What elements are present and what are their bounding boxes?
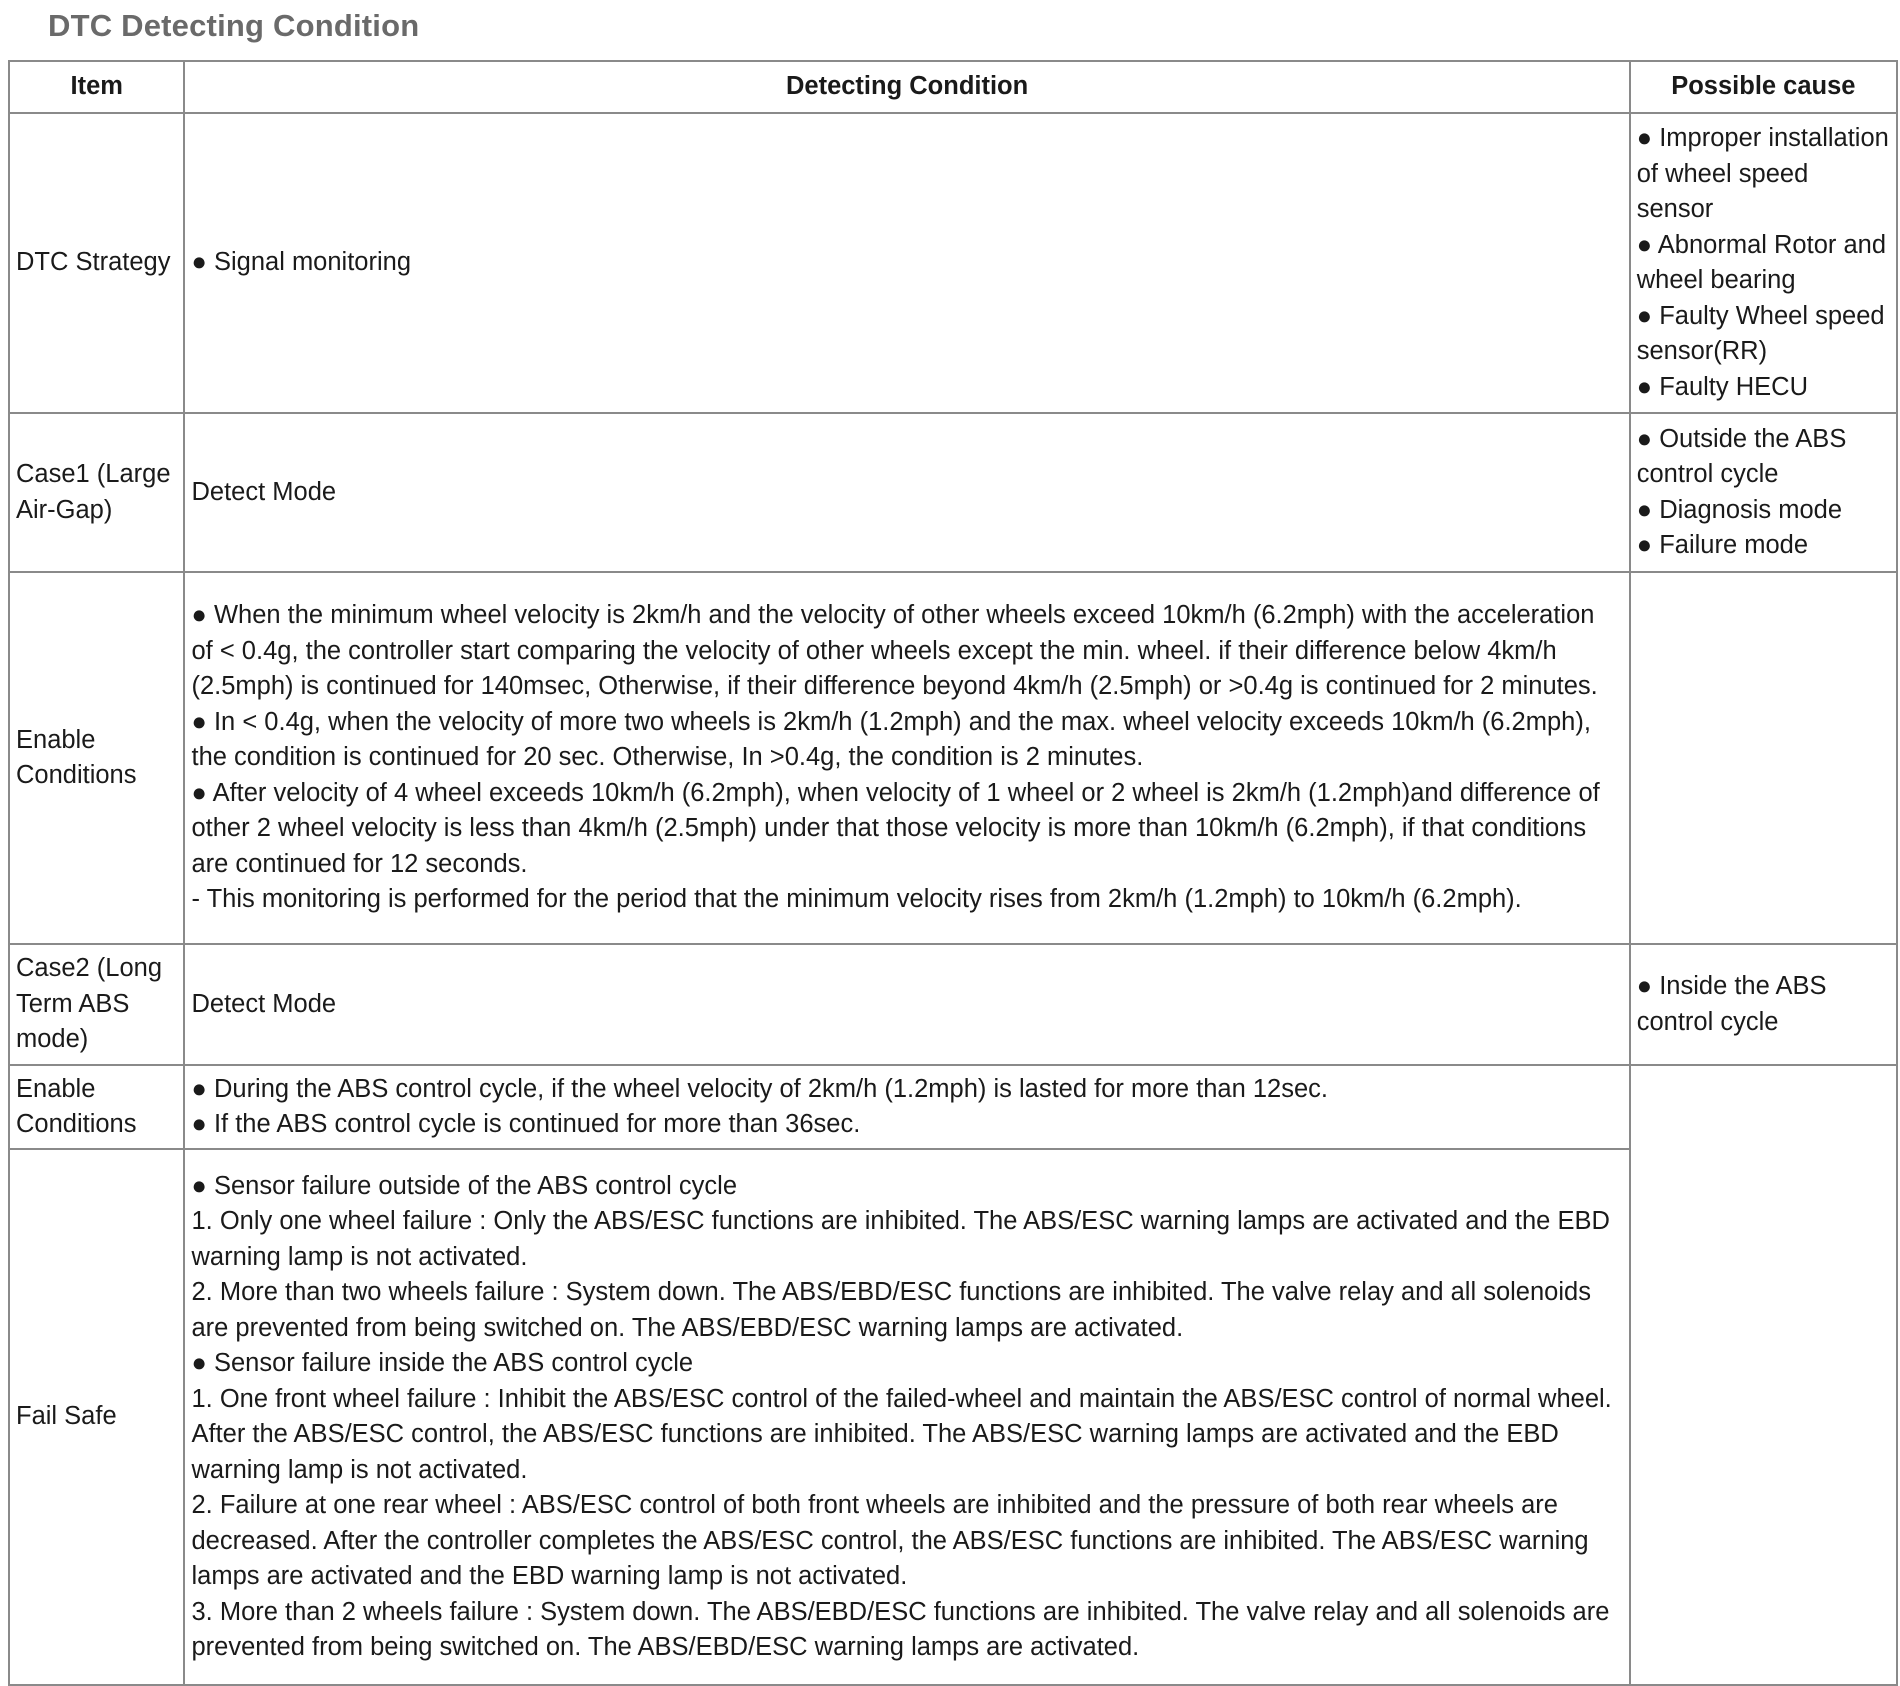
condition-line: Detect Mode: [191, 477, 337, 506]
table-row: [9, 944, 1897, 1065]
item-cell: [9, 113, 184, 413]
condition-line: ● When the minimum wheel velocity is 2km/h and the velocity of other wheels exceed 10km/h (6.2mph) with the acceleration of < 0.4g, the controller start comparing the velocity of other wheels except the min. wheel. if their difference below 4km/h (2.5mph) is continued for 140msec, Otherwise, if their difference beyond 4km/h (2.5mph) or >0.4g is continued for 2 minutes.: [191, 601, 1598, 701]
cause-cell-empty: [1630, 572, 1897, 944]
table-row: [9, 113, 1897, 413]
cause-cell-empty: [1630, 1065, 1897, 1685]
cause-line: ● Failure mode: [1636, 531, 1809, 559]
table-row: [9, 1149, 1897, 1685]
condition-cell: [184, 413, 1629, 572]
condition-line: ● In < 0.4g, when the velocity of more two wheels is 2km/h (1.2mph) and the max. wheel velocity exceeds 10km/h (6.2mph), the condition is continued for 20 sec. Otherwise, In >0.4g, the condition is 2 minutes.: [191, 707, 1591, 772]
cause-cell: [1630, 944, 1897, 1065]
cause-line: ● Improper installation of wheel speed sensor: [1636, 124, 1889, 223]
condition-cell: [184, 1065, 1629, 1149]
condition-line: 2. Failure at one rear wheel : ABS/ESC control of both front wheels are inhibited and the pressure of both rear wheels are decreased. After the controller completes the ABS/ESC control, the ABS/ESC functions are inhibited. The ABS/ESC warning lamps are activated and the EBD warning lamp is not activated.: [191, 1491, 1589, 1590]
table-row: [9, 572, 1897, 944]
condition-cell: [184, 572, 1629, 944]
item-cell: [9, 1065, 184, 1149]
condition-line: 3. More than 2 wheels failure : System down. The ABS/EBD/ESC functions are inhibited. The valve relay and all solenoids are prevented from being switched on. The ABS/EBD/ESC warning lamps are activated.: [191, 1597, 1610, 1661]
dtc-table: [8, 60, 1898, 1686]
condition-line: 1. Only one wheel failure : Only the ABS/ESC functions are inhibited. The ABS/ESC warning lamps are activated and the EBD warning lamp is not activated.: [191, 1207, 1610, 1271]
cause-cell: [1630, 113, 1897, 413]
item-text: Enable Conditions: [16, 725, 137, 789]
item-text: Fail Safe: [16, 1402, 117, 1431]
item-cell: [9, 1149, 184, 1685]
table-row: [9, 1065, 1897, 1149]
item-text: Case2 (Long Term ABS mode): [16, 954, 163, 1054]
item-text: DTC Strategy: [16, 248, 171, 277]
condition-line: ● During the ABS control cycle, if the wheel velocity of 2km/h (1.2mph) is lasted for more than 12sec.: [191, 1074, 1328, 1103]
condition-line: 2. More than two wheels failure : System down. The ABS/EBD/ESC functions are inhibited. The valve relay and all solenoids are prevented from being switched on. The ABS/EBD/ESC warning lamps are activated.: [191, 1278, 1591, 1342]
condition-line: Detect Mode: [191, 989, 337, 1018]
cause-cell: [1630, 413, 1897, 572]
condition-line: - This monitoring is performed for the period that the minimum velocity rises from 2km/h (1.2mph) to 10km/h (6.2mph).: [191, 885, 1522, 914]
cause-line: ● Faulty HECU: [1636, 372, 1808, 401]
condition-cell: [184, 944, 1629, 1065]
table-row: [9, 413, 1897, 572]
condition-cell: [184, 113, 1629, 413]
table-header-row: [9, 61, 1897, 113]
header-possible-cause: Possible cause: [1630, 61, 1897, 113]
condition-line: ● Sensor failure outside of the ABS control cycle: [191, 1171, 738, 1200]
condition-line: ● Signal monitoring: [191, 248, 411, 277]
cause-line: ● Outside the ABS control cycle: [1636, 424, 1847, 488]
cause-line: ● Abnormal Rotor and wheel bearing: [1636, 230, 1887, 294]
header-item: Item: [9, 61, 184, 113]
header-detecting-condition: Detecting Condition: [184, 61, 1629, 113]
page-title: DTC Detecting Condition: [48, 8, 420, 43]
item-text: Enable Conditions: [16, 1074, 137, 1138]
condition-line: ● After velocity of 4 wheel exceeds 10km/h (6.2mph), when velocity of 1 wheel or 2 wheel is 2km/h (1.2mph)and difference of other 2 wheel velocity is less than 4km/h (2.5mph) under that those velocity is more than 10km/h (6.2mph), if that conditions are continued for 12 seconds.: [191, 778, 1600, 878]
cause-line: ● Inside the ABS control cycle: [1636, 972, 1827, 1036]
condition-line: ● Sensor failure inside the ABS control cycle: [191, 1349, 694, 1377]
condition-line: 1. One front wheel failure : Inhibit the ABS/ESC control of the failed-wheel and maintain the ABS/ESC control of normal wheel. After the ABS/ESC control, the ABS/ESC functions are inhibited. The ABS/ESC warning lamps are activated and the EBD warning lamp is not activated.: [191, 1384, 1612, 1484]
condition-line: ● If the ABS control cycle is continued for more than 36sec.: [191, 1110, 861, 1138]
condition-cell: [184, 1149, 1629, 1685]
cause-line: ● Faulty Wheel speed sensor(RR): [1636, 301, 1885, 365]
item-cell: [9, 572, 184, 944]
item-cell: [9, 413, 184, 572]
item-text: Case1 (Large Air-Gap): [16, 460, 171, 524]
item-cell: [9, 944, 184, 1065]
cause-line: ● Diagnosis mode: [1636, 495, 1843, 524]
